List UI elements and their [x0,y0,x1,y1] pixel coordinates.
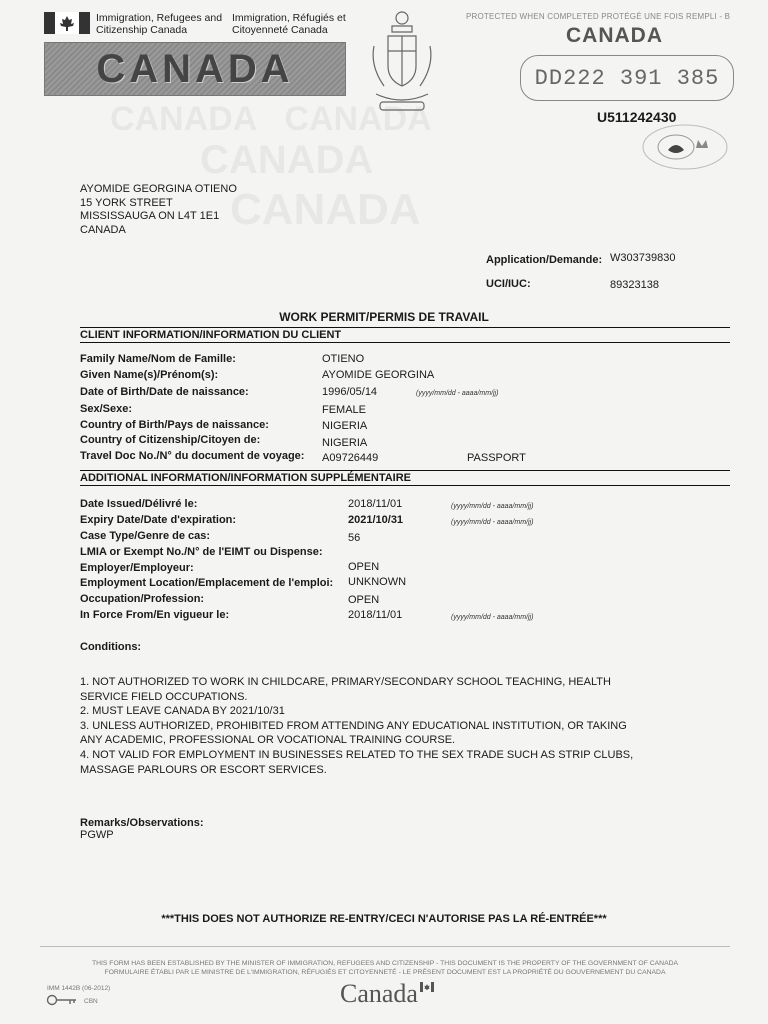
address-line: CANADA [80,223,126,236]
field-label: Date Issued/Délivré le: [80,498,198,510]
field-label: Expiry Date/Date d'expiration: [80,514,237,526]
department-name-fr [232,12,346,36]
department-name-fr-line: Citoyenneté Canada [232,24,328,36]
document-number: U511242430 [597,109,677,125]
conditions-list [80,675,680,777]
condition-line: 2. MUST LEAVE CANADA BY 2021/10/31 [80,705,285,718]
condition-line: 4. NOT VALID FOR EMPLOYMENT IN BUSINESSES RELATED TO THE SEX TRADE SUCH AS STRIP CLUBS, [80,748,634,761]
field-label: Country of Citizenship/Citoyen de: [80,434,261,446]
condition-line: ANY ACADEMIC, PROFESSIONAL OR VOCATIONAL TRAINING COURSE. [80,734,456,747]
field-label: Travel Doc No./N° du document de voyage: [80,450,305,462]
application-number-label: Application/Demande: [486,254,603,266]
field-label: Employment Location/Emplacement de l'emploi: [80,577,334,589]
footer-notice-fr: FORMULAIRE ÉTABLI PAR LE MINISTRE DE L'IMMIGRATION, RÉFUGIÉS ET CITOYENNETÉ - LE PRÉSENT DOCUMENT EST LA PROPRIÉTÉ DU GOUVERNEMENT DU CANADA [104,969,666,976]
address-line: 15 YORK STREET [80,196,173,209]
department-name-fr-line: Immigration, Réfugiés et [232,12,346,24]
condition-line: 3. UNLESS AUTHORIZED, PROHIBITED FROM ATTENDING ANY EDUCATIONAL INSTITUTION, OR TAKING [80,719,627,732]
employment-location-value: UNKNOWN [348,576,407,588]
mailing-address [80,183,237,237]
footer-divider [40,946,730,947]
protected-notice: PROTECTED WHEN COMPLETED PROTÉGÉ UNE FOIS REMPLI - B [466,12,731,21]
additional-info-heading: ADDITIONAL INFORMATION/INFORMATION SUPPLÉMENTAIRE [80,470,730,486]
field-label: Employer/Employeur: [80,562,194,574]
country-of-birth-value: NIGERIA [322,420,368,432]
conditions-heading: Conditions: [80,641,142,653]
key-icon [46,994,80,1006]
address-line: MISSISSAUGA ON L4T 1E1 [80,210,220,222]
serial-number-box [520,55,734,101]
remarks-value: PGWP [80,829,114,841]
sex-value: FEMALE [322,404,367,416]
canada-wordmark: Canada [340,979,418,1008]
date-format-hint: (yyyy/mm/dd - aaaa/mm/jj) [451,503,534,510]
in-force-value: 2018/11/01 [348,609,403,621]
reentry-notice: ***THIS DOES NOT AUTHORIZE RE-ENTRY/CECI N'AUTORISE PAS LA RÉ-ENTRÉE*** [161,913,607,925]
case-type-value: 56 [348,532,361,544]
employer-value: OPEN [348,561,380,573]
field-label: Family Name/Nom de Famille: [80,353,236,365]
field-label: LMIA or Exempt No./N° de l'EIMT ou Dispense: [80,546,323,558]
document-title: WORK PERMIT/PERMIS DE TRAVAIL [279,310,489,324]
field-label: Occupation/Profession: [80,593,205,605]
department-name-en [96,12,222,36]
department-name-en-line: Citizenship Canada [96,24,188,36]
uci-label: UCI/IUC: [486,278,531,290]
application-number: W303739830 [610,252,676,264]
department-name-en-line: Immigration, Refugees and [96,12,223,24]
date-format-hint: (yyyy/mm/dd - aaaa/mm/jj) [451,519,534,526]
field-label: Country of Birth/Pays de naissance: [80,419,269,431]
field-label: Given Name(s)/Prénom(s): [80,369,219,381]
watermark: CANADA [200,138,374,182]
client-info-heading: CLIENT INFORMATION/INFORMATION DU CLIENT [80,327,730,343]
field-label: In Force From/En vigueur le: [80,609,230,621]
watermark: CANADA CANADA [110,100,432,138]
coat-of-arms-icon [366,6,438,116]
canada-flag-icon [420,982,434,992]
canada-banner-text: CANADA [96,46,294,91]
field-label: Date of Birth/Date de naissance: [80,386,249,398]
country-heading: CANADA [566,24,663,47]
date-format-hint: (yyyy/mm/dd - aaaa/mm/jj) [416,390,499,397]
given-names-value: AYOMIDE GEORGINA [322,369,435,381]
condition-line: SERVICE FIELD OCCUPATIONS. [80,690,248,703]
uci-number: 89323138 [610,279,659,291]
remarks-label: Remarks/Observations: [80,817,204,829]
condition-line: 1. NOT AUTHORIZED TO WORK IN CHILDCARE, PRIMARY/SECONDARY SCHOOL TEACHING, HEALTH [80,676,611,688]
serial-number: DD222 391 385 [534,65,720,91]
footer-notice-en: THIS FORM HAS BEEN ESTABLISHED BY THE MINISTER OF IMMIGRATION, REFUGEES AND CITIZENSHIP - THIS DOCUMENT IS THE PROPERTY OF THE GOVERNMENT OF CANADA [91,960,679,967]
hologram-seal-icon [640,122,730,172]
date-of-birth-value: 1996/05/14 [322,386,378,398]
citizenship-value: NIGERIA [322,437,368,449]
canada-flag-icon [44,12,90,34]
family-name-value: OTIENO [322,353,365,365]
form-number: IMM 1442B (06-2012) [47,985,111,992]
expiry-date-value: 2021/10/31 [348,514,404,526]
field-label: Case Type/Genre de cas: [80,530,211,542]
occupation-value: OPEN [348,594,380,606]
date-format-hint: (yyyy/mm/dd - aaaa/mm/jj) [451,614,534,621]
field-label: Sex/Sexe: [80,403,132,415]
cbn-label: CBN [84,998,98,1005]
watermark: CANADA [230,185,421,234]
date-issued-value: 2018/11/01 [348,498,403,510]
address-line: AYOMIDE GEORGINA OTIENO [80,183,237,195]
travel-doc-value: A09726449 [322,452,379,464]
canada-banner [44,42,346,96]
travel-doc-type: PASSPORT [467,452,526,464]
condition-line: MASSAGE PARLOURS OR ESCORT SERVICES. [80,763,327,776]
